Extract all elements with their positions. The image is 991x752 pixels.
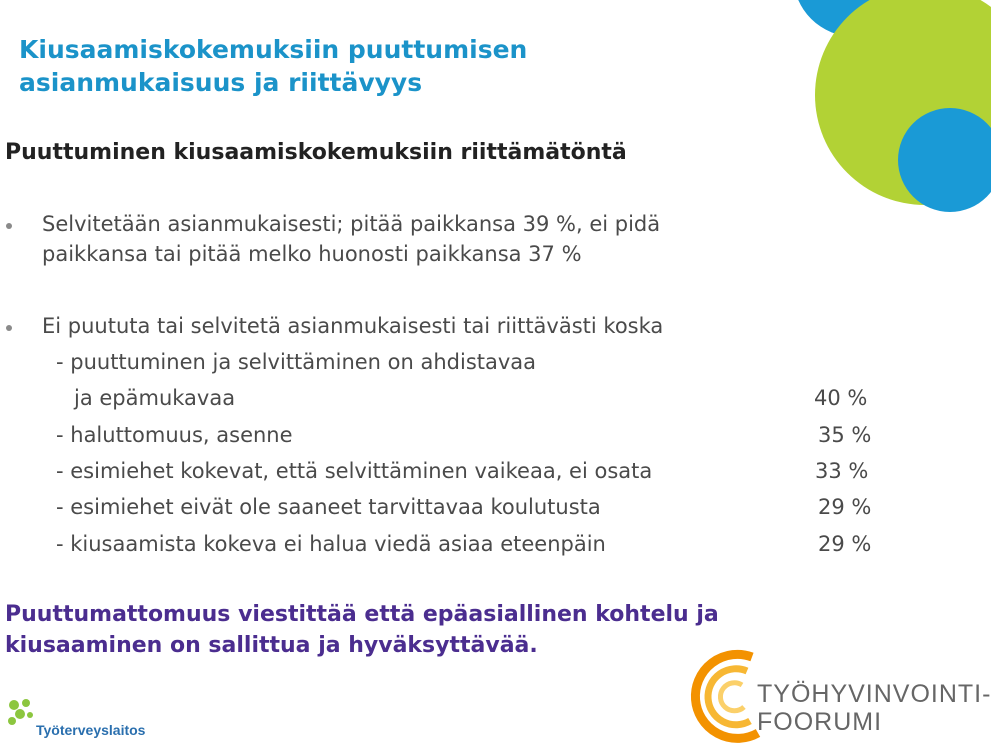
reason-1-percent: 40 % bbox=[814, 386, 868, 410]
tyoterveyslaitos-logo-text: Työterveyslaitos bbox=[36, 722, 146, 738]
forum-logo-line-2: FOORUMI bbox=[757, 708, 883, 736]
bullet-marker bbox=[6, 325, 12, 331]
tyoterveyslaitos-logo-icon bbox=[6, 697, 40, 731]
bullet-marker bbox=[6, 223, 12, 229]
conclusion-line-2: kiusaaminen on sallittua ja hyväksyttävää. bbox=[5, 633, 538, 658]
reason-2-label: - haluttomuus, asenne bbox=[56, 423, 293, 447]
page-title bbox=[19, 33, 719, 99]
reason-4-percent: 29 % bbox=[818, 495, 872, 519]
reason-3-percent: 33 % bbox=[815, 459, 869, 483]
bullet1-line-2: paikkansa tai pitää melko huonosti paikkansa 37 % bbox=[42, 242, 582, 266]
reason-1-label: - puuttuminen ja selvittäminen on ahdistavaa bbox=[56, 350, 537, 374]
bullet2-intro: Ei puututa tai selvitetä asianmukaisesti tai riittävästi koska bbox=[42, 314, 664, 338]
reason-1-continuation: ja epämukavaa bbox=[74, 386, 236, 410]
title-line-2: asianmukaisuus ja riittävyys bbox=[19, 68, 423, 97]
forum-logo-line-1: TYÖHYVINVOINTI- bbox=[757, 680, 991, 708]
decorative-circles bbox=[745, 0, 960, 215]
reason-5-percent: 29 % bbox=[818, 532, 872, 556]
conclusion-line-1: Puuttumattomuus viestittää että epäasiallinen kohtelu ja bbox=[5, 602, 719, 627]
reason-5-label: - kiusaamista kokeva ei halua viedä asiaa eteenpäin bbox=[56, 532, 606, 556]
bullet1-line-1: Selvitetään asianmukaisesti; pitää paikkansa 39 %, ei pidä bbox=[42, 212, 661, 236]
section-subtitle: Puuttuminen kiusaamiskokemuksiin riittämätöntä bbox=[5, 140, 627, 165]
reason-4-label: - esimiehet eivät ole saaneet tarvittavaa koulutusta bbox=[56, 495, 601, 519]
title-line-1: Kiusaamiskokemuksiin puuttumisen bbox=[19, 35, 528, 64]
reason-2-percent: 35 % bbox=[818, 423, 872, 447]
reason-3-label: - esimiehet kokevat, että selvittäminen vaikeaa, ei osata bbox=[56, 459, 653, 483]
